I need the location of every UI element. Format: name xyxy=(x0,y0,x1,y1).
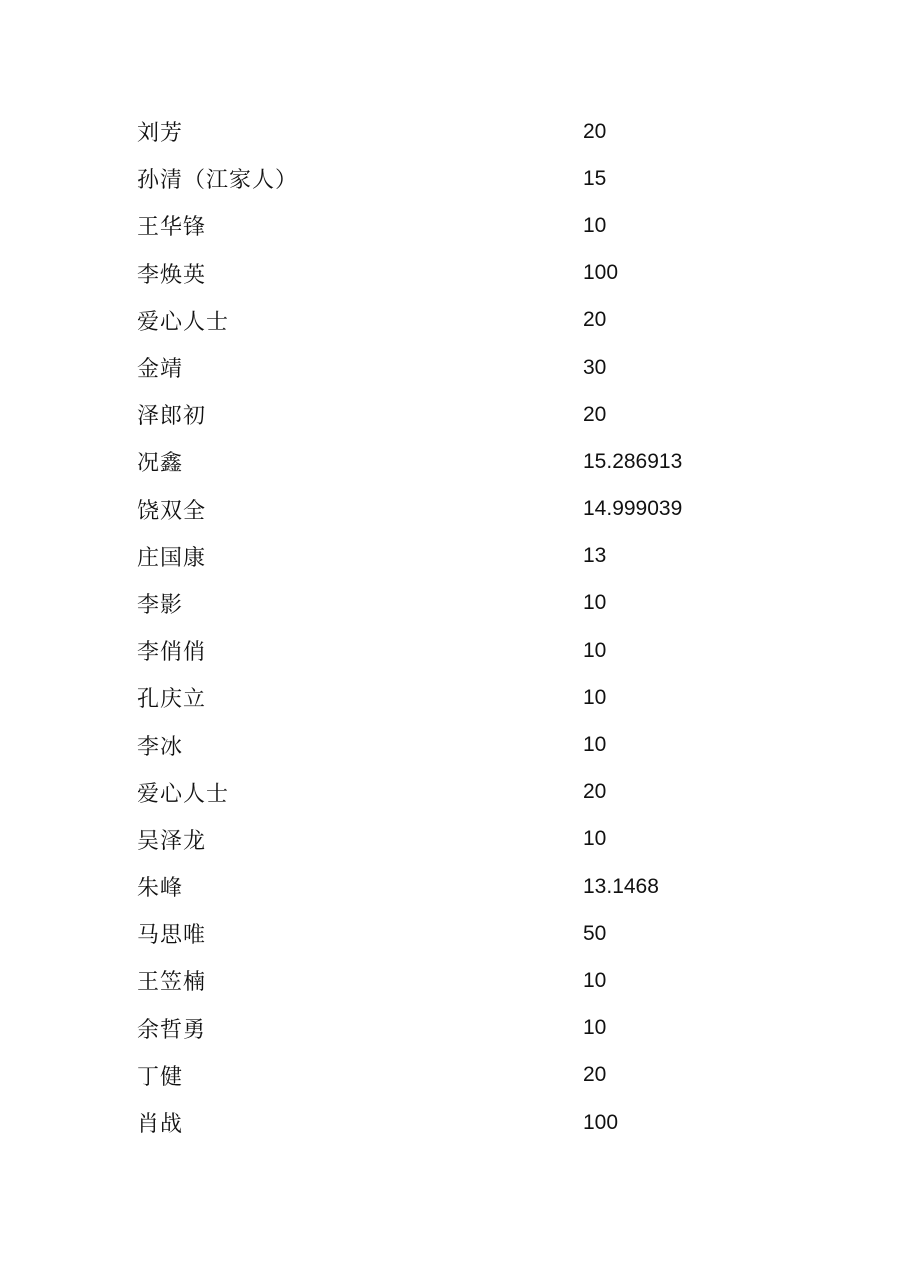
donor-name: 爱心人士 xyxy=(137,309,230,335)
donation-list xyxy=(137,108,777,1146)
list-item xyxy=(137,627,777,674)
donation-amount: 50 xyxy=(583,921,607,945)
donor-name: 丁健 xyxy=(137,1064,184,1090)
list-item xyxy=(137,297,777,344)
donor-name: 余哲勇 xyxy=(137,1017,207,1043)
donor-name: 李焕英 xyxy=(137,262,207,288)
donor-name: 马思唯 xyxy=(137,923,207,949)
donation-amount: 14.999039 xyxy=(583,497,683,521)
donation-amount: 100 xyxy=(583,261,619,285)
list-item xyxy=(137,769,777,816)
donation-amount: 20 xyxy=(583,308,607,332)
donor-name: 孔庆立 xyxy=(137,687,207,713)
donor-name: 孙清（江家人） xyxy=(137,168,299,194)
donation-amount: 10 xyxy=(583,968,607,992)
donation-amount: 10 xyxy=(583,1016,607,1040)
donor-name: 庄国康 xyxy=(137,545,207,571)
list-item xyxy=(137,533,777,580)
donation-amount: 15.286913 xyxy=(583,449,683,473)
list-item xyxy=(137,108,777,155)
list-item xyxy=(137,155,777,202)
donation-amount: 30 xyxy=(583,355,607,379)
donor-name: 李影 xyxy=(137,592,184,618)
donation-amount: 20 xyxy=(583,402,607,426)
donor-name: 爱心人士 xyxy=(137,781,230,807)
list-item xyxy=(137,1005,777,1052)
donation-amount: 15 xyxy=(583,166,607,190)
list-item xyxy=(137,910,777,957)
donor-name: 李冰 xyxy=(137,734,184,760)
donor-name: 朱峰 xyxy=(137,876,184,902)
donor-name: 李俏俏 xyxy=(137,640,207,666)
donor-name: 肖战 xyxy=(137,1112,184,1138)
list-item xyxy=(137,1052,777,1099)
donor-name: 刘芳 xyxy=(137,121,184,147)
donation-amount: 10 xyxy=(583,685,607,709)
donation-amount: 13 xyxy=(583,544,607,568)
donation-amount: 20 xyxy=(583,119,607,143)
list-item xyxy=(137,344,777,391)
donation-amount: 20 xyxy=(583,1063,607,1087)
list-item xyxy=(137,674,777,721)
list-item xyxy=(137,438,777,485)
donation-amount: 10 xyxy=(583,591,607,615)
donation-amount: 100 xyxy=(583,1110,619,1134)
list-item xyxy=(137,721,777,768)
donor-name: 饶双全 xyxy=(137,498,207,524)
donor-name: 王华锋 xyxy=(137,215,207,241)
donor-name: 吴泽龙 xyxy=(137,828,207,854)
list-item xyxy=(137,391,777,438)
donor-name: 泽郎初 xyxy=(137,404,207,430)
list-item xyxy=(137,486,777,533)
donation-amount: 10 xyxy=(583,638,607,662)
donation-amount: 13.1468 xyxy=(583,874,659,898)
donation-amount: 10 xyxy=(583,213,607,237)
donor-name: 金靖 xyxy=(137,357,184,383)
list-item xyxy=(137,816,777,863)
list-item xyxy=(137,250,777,297)
donation-amount: 10 xyxy=(583,827,607,851)
donation-amount: 20 xyxy=(583,780,607,804)
list-item xyxy=(137,957,777,1004)
list-item xyxy=(137,863,777,910)
list-item xyxy=(137,202,777,249)
list-item xyxy=(137,580,777,627)
list-item xyxy=(137,1099,777,1146)
donor-name: 王笠楠 xyxy=(137,970,207,996)
donation-amount: 10 xyxy=(583,733,607,757)
donor-name: 况鑫 xyxy=(137,451,184,477)
